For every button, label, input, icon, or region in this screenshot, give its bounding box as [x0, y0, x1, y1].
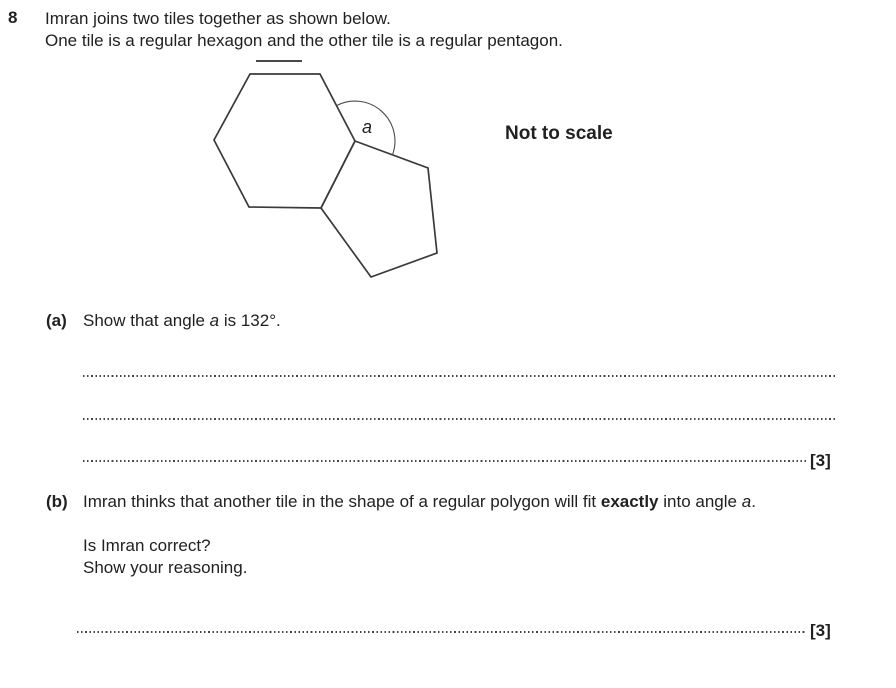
part-b-instruction: Show your reasoning. — [83, 558, 248, 577]
tiles-diagram-svg — [200, 58, 455, 288]
tiles-diagram — [200, 58, 455, 288]
hexagon-shape — [214, 74, 355, 208]
angle-variable: a — [741, 492, 752, 511]
answer-line-2 — [83, 418, 836, 420]
angle-variable: a — [209, 311, 220, 330]
answer-line-3 — [83, 460, 806, 462]
part-b-label: (b) — [46, 492, 68, 511]
part-b-question: Is Imran correct? — [83, 536, 211, 555]
question-intro — [45, 8, 563, 52]
part-b-marks: [3] — [810, 621, 831, 640]
part-a-prompt — [83, 311, 281, 331]
question-number: 8 — [8, 8, 18, 27]
not-to-scale-note: Not to scale — [505, 123, 613, 144]
part-b-prompt-end: . — [751, 492, 756, 511]
question-intro-line2: One tile is a regular hexagon and the other tile is a regular pentagon. — [45, 31, 563, 50]
part-b-prompt-bold: exactly — [600, 492, 659, 511]
part-a-marks: [3] — [810, 451, 831, 470]
part-b-prompt-start: Imran thinks that another tile in the shape of a regular polygon will fit — [83, 492, 601, 511]
pentagon-shape — [321, 141, 437, 277]
part-b-prompt-mid: into angle — [658, 492, 742, 511]
question-intro-line1: Imran joins two tiles together as shown below. — [45, 9, 391, 28]
answer-line-1 — [83, 375, 836, 377]
part-a-prompt-value: is 132°. — [219, 311, 281, 330]
angle-label: a — [361, 117, 373, 137]
part-b-answer-line — [77, 631, 806, 633]
part-b-followup — [83, 535, 247, 579]
part-b-prompt — [83, 492, 756, 512]
part-a-label: (a) — [46, 311, 67, 330]
part-a-prompt-text: Show that angle — [83, 311, 210, 330]
